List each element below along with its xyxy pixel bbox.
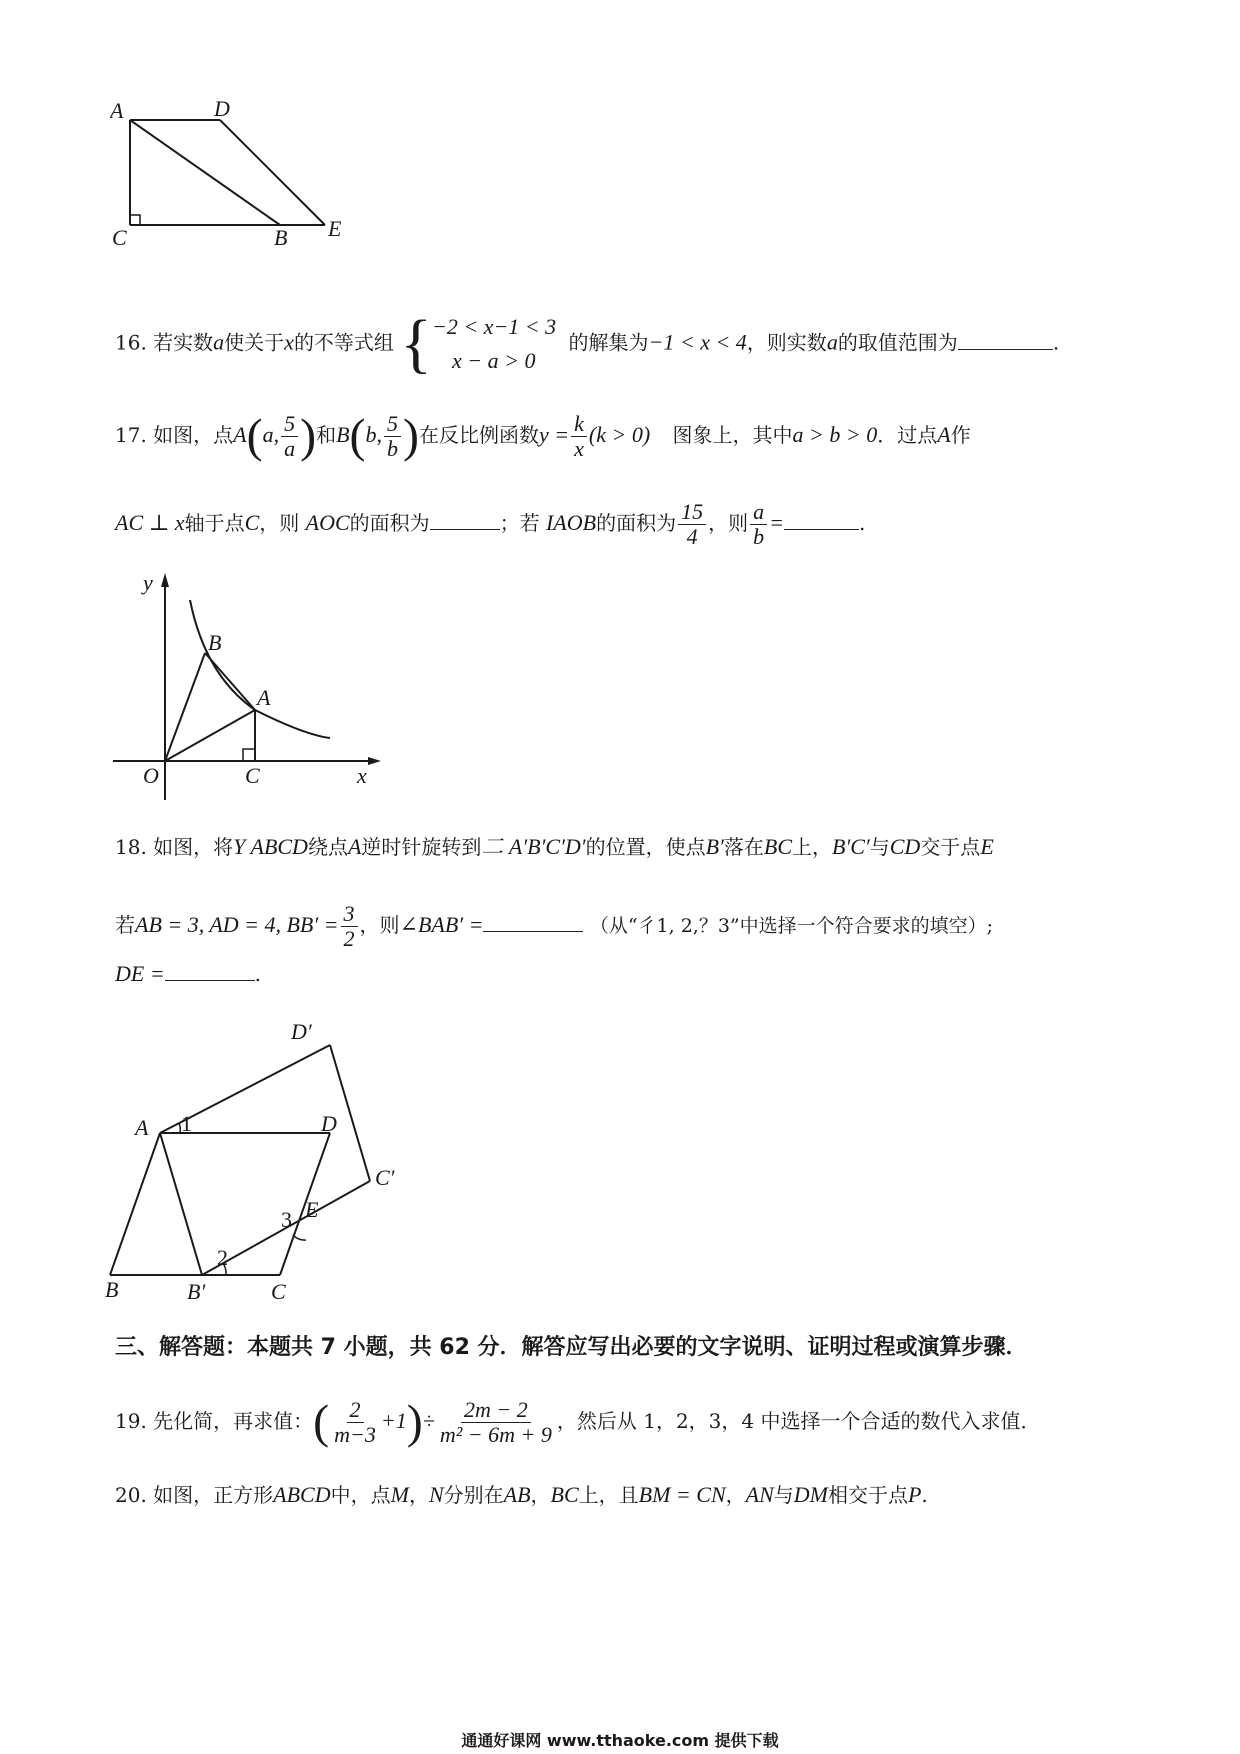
angle-1: 1 xyxy=(181,1111,192,1136)
label-d-prime: D′ xyxy=(291,1019,312,1044)
label-b: B xyxy=(105,1277,119,1302)
answer-blank-2[interactable] xyxy=(784,507,859,530)
brace: { xyxy=(400,307,432,380)
question-17-line2: AC ⊥ x轴于点C，则 AOC的面积为 ；若 ΙAOB的面积为 $\frac{15}{4}$ ，则 $\frac{a}{b}$ = . xyxy=(115,499,866,549)
label-e: E xyxy=(328,216,342,241)
section-heading: 三、解答题：本题共 7 小题，共 62 分．解答应写出必要的文字说明、证明过程或演算步骤． xyxy=(115,1335,1028,1360)
label-c: C xyxy=(245,763,260,788)
label-d: D xyxy=(321,1111,337,1136)
label-a: A xyxy=(110,100,124,123)
question-20: 20. 如图，正方形ABCD中，点M，N分别在AB，BC上，且BM = CN，AN与DM相交于点P. xyxy=(115,1482,928,1507)
figure-q17 xyxy=(105,565,395,805)
footer-text: 通通好课网 www.tthaoke.com 提供下载 xyxy=(461,1731,779,1750)
answer-blank-1[interactable] xyxy=(430,507,500,530)
label-a: A xyxy=(257,685,271,710)
angle-2: 2 xyxy=(217,1245,228,1270)
question-16: 16. 若实数a使关于x的不等式组 { −2 < x−1 < 3 x − a > 0 的解集为−1 < x < 4，则实数a的取值范围为 . xyxy=(115,307,1060,380)
label-c: C xyxy=(112,225,127,250)
figure-q18 xyxy=(105,1005,425,1305)
question-number: 16. xyxy=(115,330,147,355)
label-o: O xyxy=(143,763,159,788)
label-b: B xyxy=(208,630,222,655)
inequality-system: −2 < x−1 < 3 x − a > 0 xyxy=(431,314,557,373)
question-19: 19. 先化简，再求值：( $\frac{2}{m-3}$ +1)÷ $\frac{2m - 2}{\text{m² − 6m + 9}}$ ，然后从 1，2，3，4 中选择一个合适的数代入求值． xyxy=(115,1395,1041,1449)
label-c: C xyxy=(271,1279,286,1304)
label-a: A xyxy=(135,1115,149,1140)
answer-blank[interactable] xyxy=(958,327,1053,350)
angle-3: 3 xyxy=(281,1207,292,1232)
figure-q15 xyxy=(110,100,370,280)
question-18-line2: 若AB = 3, AD = 4, BB′ = $\frac{3}{2}$ ，则∠BAB′ = （从“彳1, 2,？3”中选择一个符合要求的填空）; xyxy=(115,901,994,951)
label-b-prime: B′ xyxy=(187,1279,206,1304)
label-d: D xyxy=(214,100,230,121)
question-17: 17. 如图，点A(a, $\frac{5}{a}$ )和B(b, $\frac{5}{b}$ )在反比例函数y = $\frac{k}{x}$ (k > 0) 图象上，其中a > b > 0．过点A作 xyxy=(115,409,971,463)
label-c-prime: C′ xyxy=(375,1165,395,1190)
answer-blank-angle[interactable] xyxy=(483,909,583,932)
label-e: E xyxy=(305,1197,319,1222)
question-18: 18. 如图，将Y ABCD绕点A逆时针旋转到⼆ A′B′C′D′的位置，使点B′落在BC上，B′C′与CD交于点E xyxy=(115,834,994,859)
label-b: B xyxy=(274,225,288,250)
question-18-line3: DE = . xyxy=(115,958,261,989)
axis-label-y: y xyxy=(143,570,153,595)
axis-label-x: x xyxy=(357,763,367,788)
answer-blank-de[interactable] xyxy=(165,958,255,981)
